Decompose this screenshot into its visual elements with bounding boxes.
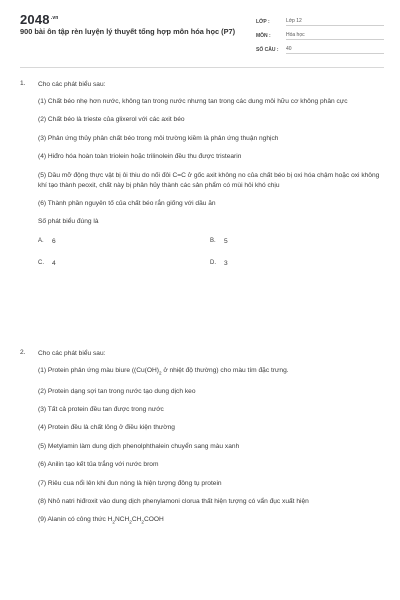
meta-label: SỐ CÂU :	[256, 47, 279, 53]
logo-text: 2048	[20, 12, 50, 27]
meta-label: MÔN :	[256, 33, 271, 39]
option-b[interactable]	[210, 237, 382, 246]
option-text: 5	[224, 238, 228, 246]
statement: (3) Tất cả protein đều tan được trong nước	[38, 406, 164, 414]
statement	[38, 515, 383, 527]
statement: (6) Thành phần nguyên tố của chất béo rắn giống với dầu ăn	[38, 199, 216, 207]
statement-part: (9) Alanin có công thức H	[38, 516, 113, 524]
meta-info	[256, 15, 384, 57]
meta-value: Hóa học	[286, 32, 384, 40]
header-divider	[20, 67, 384, 68]
question-prompt: Số phát biểu đúng là	[38, 218, 99, 226]
option-letter: C.	[38, 260, 44, 267]
statement	[38, 366, 383, 378]
option-c[interactable]	[38, 259, 210, 268]
option-d[interactable]	[210, 259, 382, 268]
option-text: 6	[52, 238, 56, 246]
option-text: 4	[52, 260, 56, 268]
subscript: 2	[129, 519, 132, 525]
document-title: 900 bài ôn tập rèn luyện lý thuyết tổng hợp môn hóa học (P7)	[20, 27, 236, 36]
question-number: 2.	[20, 349, 26, 356]
question-number: 1.	[20, 80, 26, 87]
option-letter: B.	[210, 238, 216, 245]
option-a[interactable]	[38, 237, 210, 246]
statement: (1) Chất béo nhẹ hơn nước, không tan trong nước nhưng tan trong các dung môi hữu cơ không phân cực	[38, 98, 348, 105]
question-intro: Cho các phát biểu sau:	[38, 81, 106, 88]
statement-part: NCH	[114, 516, 130, 524]
logo-suffix: .vn	[50, 14, 59, 21]
statement: (4) Hiđro hóa hoàn toàn triolein hoặc trilinolein đều thu được tristearin	[38, 153, 242, 161]
subscript: 2	[141, 519, 144, 525]
question-intro: Cho các phát biểu sau:	[38, 350, 106, 357]
subscript: 2	[112, 519, 115, 525]
question-body	[38, 80, 383, 268]
statement: (2) Chất béo là trieste của glixerol với các axit béo	[38, 116, 185, 124]
statement-part: (1) Protein phản ứng màu biure ((Cu(OH)	[38, 367, 159, 374]
answer-options	[38, 237, 383, 268]
option-text: 3	[224, 260, 228, 268]
meta-row-count	[256, 43, 384, 54]
option-letter: A.	[38, 238, 44, 245]
meta-row-subject	[256, 29, 384, 40]
meta-label: LỚP :	[256, 19, 270, 25]
statement: (5) Dầu mỡ động thực vật bị ôi thiu do nối đôi C=C ở gốc axit không no của chất béo bị oxi hóa chậm hoặc oxi không khí tạo thành peoxit, chất này bị phân hủy thành các sản phẩm có mùi hôi khó chịu	[38, 171, 380, 189]
statement: (2) Protein dạng sợi tan trong nước tạo dung dịch keo	[38, 387, 196, 395]
meta-row-class	[256, 15, 384, 26]
meta-value: Lớp 12	[286, 18, 384, 26]
meta-value: 40	[286, 46, 384, 54]
question-body	[38, 349, 383, 536]
statement: (8) Nhỏ natri hiđroxit vào dung dịch phenylamoni clorua thất hiện tượng có vẩn đục xuất hiện	[38, 498, 309, 506]
header	[0, 0, 400, 62]
option-letter: D.	[210, 260, 216, 267]
statement: (4) Protein đều là chất lỏng ở điều kiện thường	[38, 424, 175, 432]
statement: (6) Anilin tạo kết tủa trắng với nước brom	[38, 461, 159, 469]
statement: (7) Riêu cua nổi lên khi đun nóng là hiện tượng đông tụ protein	[38, 479, 222, 487]
statement-part: ở nhiệt độ thường) cho màu tím đặc trưng.	[161, 367, 289, 374]
statement-part: CH	[131, 516, 142, 524]
statement-part: COOH	[143, 516, 164, 524]
statement: (5) Metylamin làm dung dịch phenolphthalein chuyển sang màu xanh	[38, 442, 240, 450]
statement: (3) Phản ứng thủy phân chất béo trong môi trường kiềm là phản ứng thuận nghịch	[38, 134, 279, 142]
subscript: 2	[158, 370, 162, 376]
logo[interactable]	[20, 12, 59, 27]
